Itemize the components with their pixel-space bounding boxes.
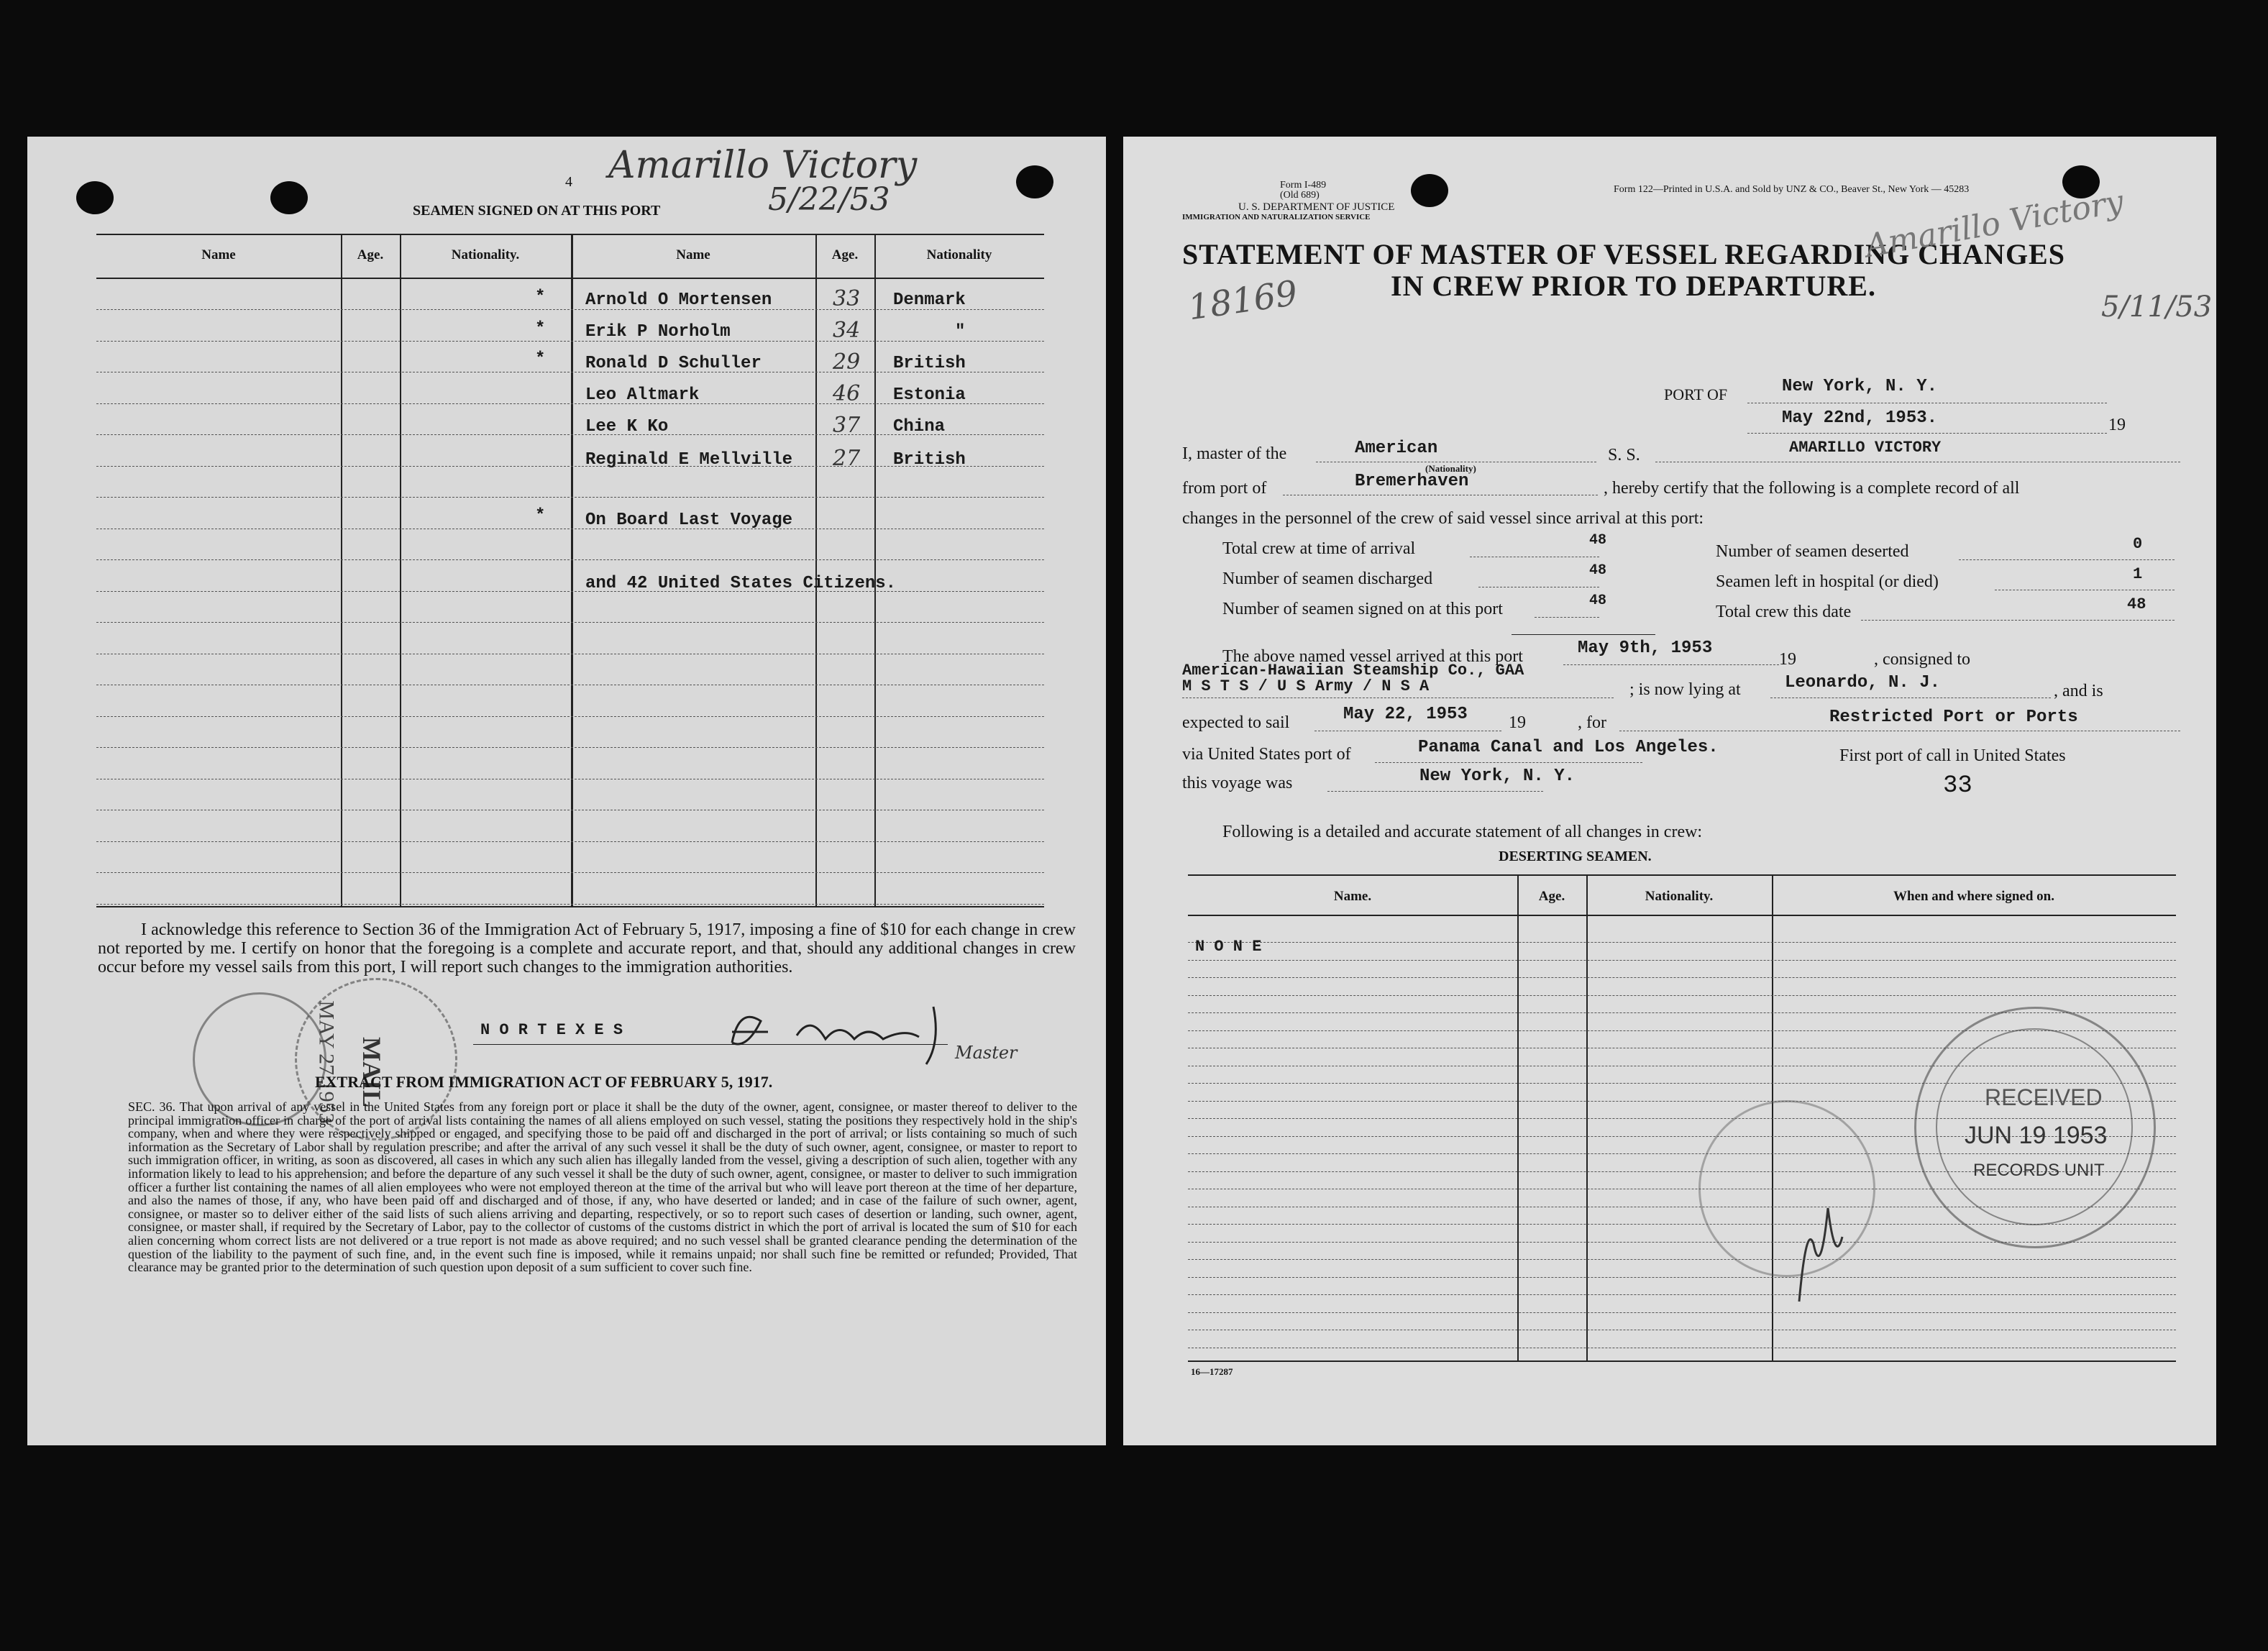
fill-line xyxy=(1747,433,2107,434)
desert-table-header-border xyxy=(1188,915,2176,916)
row-rule xyxy=(96,622,1044,623)
year-prefix: 19 xyxy=(1509,713,1526,732)
punch-hole xyxy=(1411,174,1448,207)
from-port-value: Bremerhaven xyxy=(1355,472,1469,491)
column-divider xyxy=(1517,874,1519,1360)
crew-age: 29 xyxy=(833,349,861,375)
row-rule xyxy=(96,841,1044,842)
col-header-signed-on: When and where signed on. xyxy=(1893,889,2054,904)
left-page xyxy=(27,137,1106,1445)
via-value: Panama Canal and Los Angeles. xyxy=(1418,738,1719,757)
for-value: Restricted Port or Ports xyxy=(1829,708,2078,727)
column-divider xyxy=(341,234,342,906)
extract-title: EXTRACT FROM IMMIGRATION ACT OF FEBRUARY 5, 1917. xyxy=(315,1073,773,1091)
deserting-title: DESERTING SEAMEN. xyxy=(1499,849,1652,864)
table-bottom-border xyxy=(96,906,1044,907)
crew-nationality: Denmark xyxy=(893,291,966,310)
typed-over-text: N O R T E X E S xyxy=(480,1021,623,1039)
stat-label: Total crew at time of arrival xyxy=(1222,539,1416,558)
row-rule xyxy=(96,747,1044,748)
row-rule xyxy=(96,559,1044,560)
crew-name: Reginald E Mellville xyxy=(585,450,793,470)
crew-age: 34 xyxy=(833,318,861,343)
old-form-number: (Old 689) xyxy=(1280,190,1320,201)
printer-line: Form 122—Printed in U.S.A. and Sold by UNZ & CO., Beaver St., New York — 45283 xyxy=(1614,184,1970,195)
stat-label: Seamen left in hospital (or died) xyxy=(1716,572,1939,591)
changes-text: changes in the personnel of the crew of said vessel since arrival at this port: xyxy=(1182,509,1704,528)
stat-value: 48 xyxy=(1589,562,1607,579)
row-rule xyxy=(96,341,1044,342)
stat-label: Number of seamen discharged xyxy=(1222,570,1433,588)
desert-table-top xyxy=(1188,874,2176,876)
crew-nationality: China xyxy=(893,417,946,436)
column-divider xyxy=(571,234,573,906)
stat-value: 48 xyxy=(1589,532,1607,549)
stamp-date: JUN 19 1953 xyxy=(1965,1122,2108,1149)
row-rule xyxy=(96,872,1044,873)
fill-line xyxy=(1959,559,2175,560)
arrived-label: The above named vessel arrived at this port xyxy=(1222,647,1523,666)
arrived-value: May 9th, 1953 xyxy=(1578,639,1713,658)
note-on-board: On Board Last Voyage xyxy=(585,511,793,530)
section-36-text: SEC. 36. That upon arrival of any vessel in the United States from any foreign port or place it shall be the duty of the owner, agent, consignee, or master thereof to deliver to the principal immigration officer in charge of the port of arrival lists containing the names of all aliens employed on such vessel, stating the positions they respectively hold in the ship's company, when and where they were respectively shipped or engaged, and specifying those to be paid off and discharged in the port of arrival; or lists containing so much of such information as the Secretary of Labor shall by regulation prescribe; and after the arrival of any such vessel it shall be the duty of such owner, agent, consignee, or master to report to such immigration officer, in writing, as soon as discovered, all cases in which any such alien has illegally landed from the vessel, giving a description of such alien, together with any information likely to lead to his apprehension; and before the departure of any such vessel it shall be the duty of such owner, agent, consignee, or master to deliver to such immigration officer a further list containing the names of all alien employees who were not employed thereon at the time of the arrival but who will leave port thereon at the time of her departure, and also the names of those, if any, who have been paid off and discharged and of those, if any, who have deserted or landed; and in case of the failure of such owner, agent, consignee, or master so to deliver either of the said lists of such aliens arriving and departing, respectively, or so to report such cases of desertion or landing, such owner, agent, consignee, or master shall, if required by the Secretary of Labor, pay to the collector of customs of the customs district in which the port of arrival is located the sum of $10 for each alien concerning whom correct lists are not delivered or a true report is not made as above required; and no such vessel shall be granted clearance pending the determination of the question of the liability to the payment of such fine, and, in the event such fine is imposed, while it remains unpaid; nor shall such fine be remitted or refunded; Provided, That clearance may be granted prior to the determination of such question upon deposit of a sum sufficient to cover such fine. xyxy=(128,1099,1077,1275)
master-of-label: I, master of the xyxy=(1182,444,1287,463)
voyage-value: New York, N. Y. xyxy=(1419,767,1576,786)
crew-name: Ronald D Schuller xyxy=(585,354,762,373)
agent-value: American-Hawaiian Steamship Co., GAA xyxy=(1182,662,1524,680)
crew-nationality: British xyxy=(893,354,966,373)
fill-line xyxy=(1375,762,1642,763)
nationality-value: American xyxy=(1355,439,1438,458)
stamp-date: MAY 27 1953 xyxy=(314,1000,339,1124)
master-label: Master xyxy=(955,1043,1018,1063)
port-label: PORT OF xyxy=(1664,385,1728,403)
row-mark: * xyxy=(535,319,546,339)
table-header-border xyxy=(96,278,1044,279)
row-rule xyxy=(1188,1294,2176,1295)
date-value: May 22nd, 1953. xyxy=(1782,408,1938,428)
voyage-label: this voyage was xyxy=(1182,774,1293,792)
row-rule xyxy=(96,716,1044,717)
divider-line xyxy=(1512,634,1655,635)
lying-value: Leonardo, N. J. xyxy=(1785,673,1941,692)
row-rule xyxy=(1188,960,2176,961)
punch-hole xyxy=(76,181,114,214)
stat-label: Number of seamen signed on at this port xyxy=(1222,600,1503,618)
fill-line xyxy=(1327,791,1543,792)
port-value: New York, N. Y. xyxy=(1782,377,1938,396)
stamp-unit: RECORDS UNIT xyxy=(1973,1161,2105,1180)
crew-name: Lee K Ko xyxy=(585,417,669,436)
stamp-received-text: RECEIVED xyxy=(1985,1084,2103,1110)
crew-nationality: British xyxy=(893,450,966,470)
fill-line xyxy=(1535,617,1599,618)
first-port-label: First port of call in United States xyxy=(1839,746,2066,765)
lying-label: ; is now lying at xyxy=(1629,680,1741,699)
form-number: Form I-489 xyxy=(1280,180,1327,191)
row-rule xyxy=(1188,977,2176,978)
expected-label: expected to sail xyxy=(1182,713,1290,732)
row-rule xyxy=(96,904,1044,905)
signature-line xyxy=(473,1044,948,1045)
form-title-line1: STATEMENT OF MASTER OF VESSEL REGARDING CHANGES xyxy=(1182,238,2065,270)
vessel-name: AMARILLO VICTORY xyxy=(1789,439,1942,457)
nationality-caption: (Nationality) xyxy=(1425,463,1476,474)
stat-value: 1 xyxy=(2133,565,2143,583)
col-header-name: Name xyxy=(676,247,710,262)
column-divider xyxy=(815,234,817,906)
table-top-border xyxy=(96,234,1044,235)
punch-hole xyxy=(1016,165,1053,198)
following-text: Following is a detailed and accurate statement of all changes in crew: xyxy=(1222,823,1703,841)
desert-table-bottom xyxy=(1188,1360,2176,1362)
col-header-nationality: Nationality xyxy=(926,247,992,262)
section-title: SEAMEN SIGNED ON AT THIS PORT xyxy=(413,203,661,219)
crew-age: 37 xyxy=(833,413,861,438)
column-divider xyxy=(1586,874,1588,1360)
crew-age: 46 xyxy=(833,381,861,406)
crew-name: Arnold O Mortensen xyxy=(585,291,772,310)
service-name: IMMIGRATION AND NATURALIZATION SERVICE xyxy=(1182,213,1371,221)
col-header-name: Name xyxy=(201,247,236,262)
crew-age: 33 xyxy=(833,286,861,311)
department: U. S. DEPARTMENT OF JUSTICE xyxy=(1238,201,1395,213)
agent-value-2: M S T S / U S Army / N S A xyxy=(1182,677,1430,695)
col-header-nationality: Nationality. xyxy=(1645,889,1714,904)
crew-nationality: Estonia xyxy=(893,385,966,405)
stamp-mail-text: MAIL xyxy=(357,1037,386,1107)
initials-mark xyxy=(1770,1194,1871,1309)
row-rule xyxy=(1188,1259,2176,1260)
note-citizens: and 42 United States Citizens. xyxy=(585,574,897,593)
row-rule xyxy=(1188,995,2176,996)
row-mark: * xyxy=(535,288,546,307)
punch-hole xyxy=(270,181,308,214)
crew-name: Leo Altmark xyxy=(585,385,700,405)
crew-nationality: " xyxy=(955,322,966,342)
row-rule xyxy=(1188,942,2176,943)
stat-value: 0 xyxy=(2133,535,2143,553)
consigned-label: , consigned to xyxy=(1874,650,1970,669)
stat-label: Number of seamen deserted xyxy=(1716,542,1909,561)
handwritten-vessel-name: Amarillo Victory xyxy=(608,144,918,187)
and-is-label: , and is xyxy=(2054,682,2103,700)
footer-code: 16—17287 xyxy=(1191,1366,1233,1377)
row-mark: * xyxy=(535,349,546,369)
stat-label: Total crew this date xyxy=(1716,603,1852,621)
row-rule xyxy=(1188,1277,2176,1278)
row-rule xyxy=(96,591,1044,592)
handwritten-date: 5/11/53 xyxy=(2101,291,2213,324)
col-header-age: Age. xyxy=(1538,889,1565,904)
handwritten-date: 5/22/53 xyxy=(768,181,890,218)
row-mark: * xyxy=(535,506,546,526)
fill-line xyxy=(1861,620,2175,621)
stat-value: 48 xyxy=(1589,593,1607,609)
form-title-line2: IN CREW PRIOR TO DEPARTURE. xyxy=(1391,270,1876,302)
col-header-age: Age. xyxy=(831,247,859,262)
year-prefix: 19 xyxy=(2108,416,2126,434)
page-number: 4 xyxy=(565,174,572,190)
handwritten-vessel-name: Amarillo Victory xyxy=(1862,183,2126,265)
ss-label: S. S. xyxy=(1608,446,1640,465)
for-label: , for xyxy=(1578,713,1606,732)
row-rule xyxy=(1188,1312,2176,1313)
crew-age: 27 xyxy=(833,446,861,471)
col-header-nationality: Nationality. xyxy=(451,247,520,262)
column-divider xyxy=(874,234,876,906)
fill-line xyxy=(1563,664,1779,665)
col-header-age: Age. xyxy=(357,247,384,262)
right-page xyxy=(1123,137,2216,1445)
via-label: via United States port of xyxy=(1182,745,1351,764)
acknowledgement-text: I acknowledge this reference to Section 36 of the Immigration Act of February 5, 1917, imposing a fine of $10 for each change in crew not reported by me. I certify on honor that the foregoing is a complete and accurate report, and that, should any additional changes in crew occur before my vessel sails from this port, I will report such changes to the immigration authorities. xyxy=(98,920,1076,977)
from-port-label: from port of xyxy=(1182,479,1267,498)
expected-value: May 22, 1953 xyxy=(1343,705,1468,724)
handwritten-file-number: 18169 xyxy=(1185,273,1300,329)
stat-value: 48 xyxy=(2127,595,2146,613)
none-entry: N O N E xyxy=(1195,938,1262,956)
year-prefix: 19 xyxy=(1779,650,1796,669)
voyage-number: 33 xyxy=(1943,772,1972,800)
master-signature xyxy=(718,1000,991,1071)
row-rule xyxy=(96,497,1044,498)
col-header-name: Name. xyxy=(1333,889,1372,904)
certify-text: , hereby certify that the following is a complete record of all xyxy=(1604,479,2020,498)
column-divider xyxy=(400,234,401,906)
crew-name: Erik P Norholm xyxy=(585,322,731,342)
